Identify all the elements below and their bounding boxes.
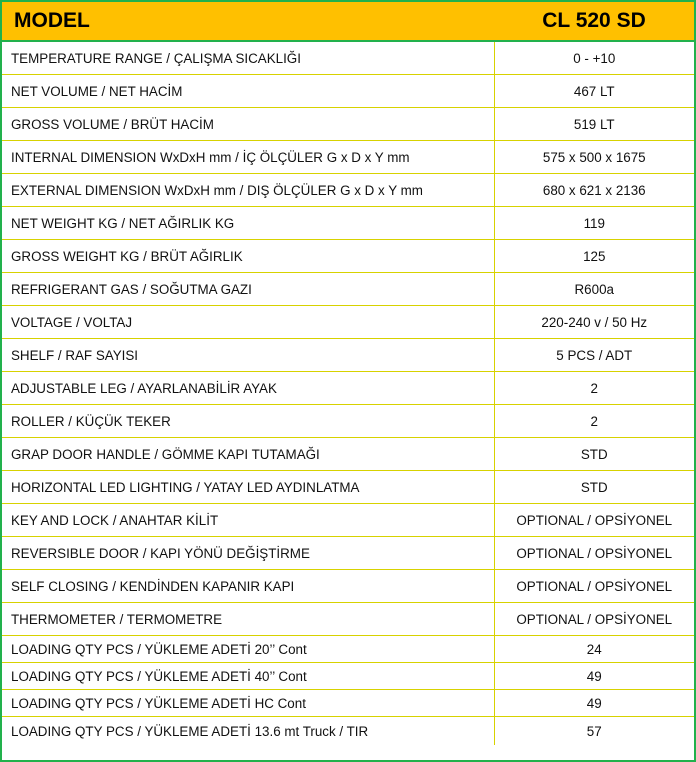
spec-label: HORIZONTAL LED LIGHTING / YATAY LED AYDINLATMA — [2, 471, 494, 504]
table-row — [2, 570, 694, 603]
table-row — [2, 306, 694, 339]
table-row — [2, 75, 694, 108]
spec-value: 2 — [494, 405, 694, 438]
table-row — [2, 636, 694, 663]
spec-value: 125 — [494, 240, 694, 273]
spec-value: STD — [494, 438, 694, 471]
table-row — [2, 405, 694, 438]
table-row — [2, 438, 694, 471]
spec-label: SELF CLOSING / KENDİNDEN KAPANIR KAPI — [2, 570, 494, 603]
spec-value: STD — [494, 471, 694, 504]
table-row — [2, 141, 694, 174]
spec-label: REVERSIBLE DOOR / KAPI YÖNÜ DEĞİŞTİRME — [2, 537, 494, 570]
spec-value: 24 — [494, 636, 694, 663]
spec-value: OPTIONAL / OPSİYONEL — [494, 603, 694, 636]
spec-value: OPTIONAL / OPSİYONEL — [494, 537, 694, 570]
spec-label: THERMOMETER / TERMOMETRE — [2, 603, 494, 636]
spec-value: 220-240 v / 50 Hz — [494, 306, 694, 339]
spec-value: 575 x 500 x 1675 — [494, 141, 694, 174]
spec-label: SHELF / RAF SAYISI — [2, 339, 494, 372]
spec-label: GRAP DOOR HANDLE / GÖMME KAPI TUTAMAĞI — [2, 438, 494, 471]
spec-value: 467 LT — [494, 75, 694, 108]
spec-label: REFRIGERANT GAS / SOĞUTMA GAZI — [2, 273, 494, 306]
spec-label: ROLLER / KÜÇÜK TEKER — [2, 405, 494, 438]
spec-value: 680 x 621 x 2136 — [494, 174, 694, 207]
spec-label: GROSS VOLUME / BRÜT HACİM — [2, 108, 494, 141]
table-row — [2, 207, 694, 240]
spec-label: VOLTAGE / VOLTAJ — [2, 306, 494, 339]
table-row — [2, 108, 694, 141]
spec-label: NET WEIGHT KG / NET AĞIRLIK KG — [2, 207, 494, 240]
spec-value: 49 — [494, 663, 694, 690]
spec-value: 119 — [494, 207, 694, 240]
spec-label: INTERNAL DIMENSION WxDxH mm / İÇ ÖLÇÜLER G x D x Y mm — [2, 141, 494, 174]
table-row — [2, 603, 694, 636]
spec-value: 0 - +10 — [494, 41, 694, 75]
table-row — [2, 717, 694, 746]
spec-label: NET VOLUME / NET HACİM — [2, 75, 494, 108]
spec-label: EXTERNAL DIMENSION WxDxH mm / DIŞ ÖLÇÜLER G x D x Y mm — [2, 174, 494, 207]
spec-value: 57 — [586, 723, 602, 739]
table-row — [2, 41, 694, 75]
spec-table — [2, 2, 694, 745]
table-row — [2, 504, 694, 537]
table-row — [2, 339, 694, 372]
spec-label: ADJUSTABLE LEG / AYARLANABİLİR AYAK — [2, 372, 494, 405]
spec-value: 519 LT — [494, 108, 694, 141]
spec-label: LOADING QTY PCS / YÜKLEME ADETİ 20’’ Cont — [2, 636, 494, 663]
spec-value: 49 — [494, 690, 694, 717]
model-label: MODEL — [2, 2, 494, 41]
table-row — [2, 537, 694, 570]
table-row — [2, 663, 694, 690]
spec-label: TEMPERATURE RANGE / ÇALIŞMA SICAKLIĞI — [2, 41, 494, 75]
table-row — [2, 471, 694, 504]
spec-label: LOADING QTY PCS / YÜKLEME ADETİ 40’’ Cont — [2, 663, 494, 690]
spec-value: R600a — [494, 273, 694, 306]
spec-value: 5 PCS / ADT — [494, 339, 694, 372]
spec-label: KEY AND LOCK / ANAHTAR KİLİT — [2, 504, 494, 537]
spec-label: LOADING QTY PCS / YÜKLEME ADETİ 13.6 mt Truck / TIR — [2, 717, 494, 746]
spec-label: GROSS WEIGHT KG / BRÜT AĞIRLIK — [2, 240, 494, 273]
spec-value: 2 — [494, 372, 694, 405]
spec-value: OPTIONAL / OPSİYONEL — [494, 570, 694, 603]
table-row — [2, 690, 694, 717]
header-row — [2, 2, 694, 41]
spec-value: OPTIONAL / OPSİYONEL — [494, 504, 694, 537]
table-row — [2, 174, 694, 207]
table-row — [2, 240, 694, 273]
model-value: CL 520 SD — [494, 2, 694, 41]
spec-label: LOADING QTY PCS / YÜKLEME ADETİ HC Cont — [2, 690, 494, 717]
table-row — [2, 273, 694, 306]
table-row — [2, 372, 694, 405]
